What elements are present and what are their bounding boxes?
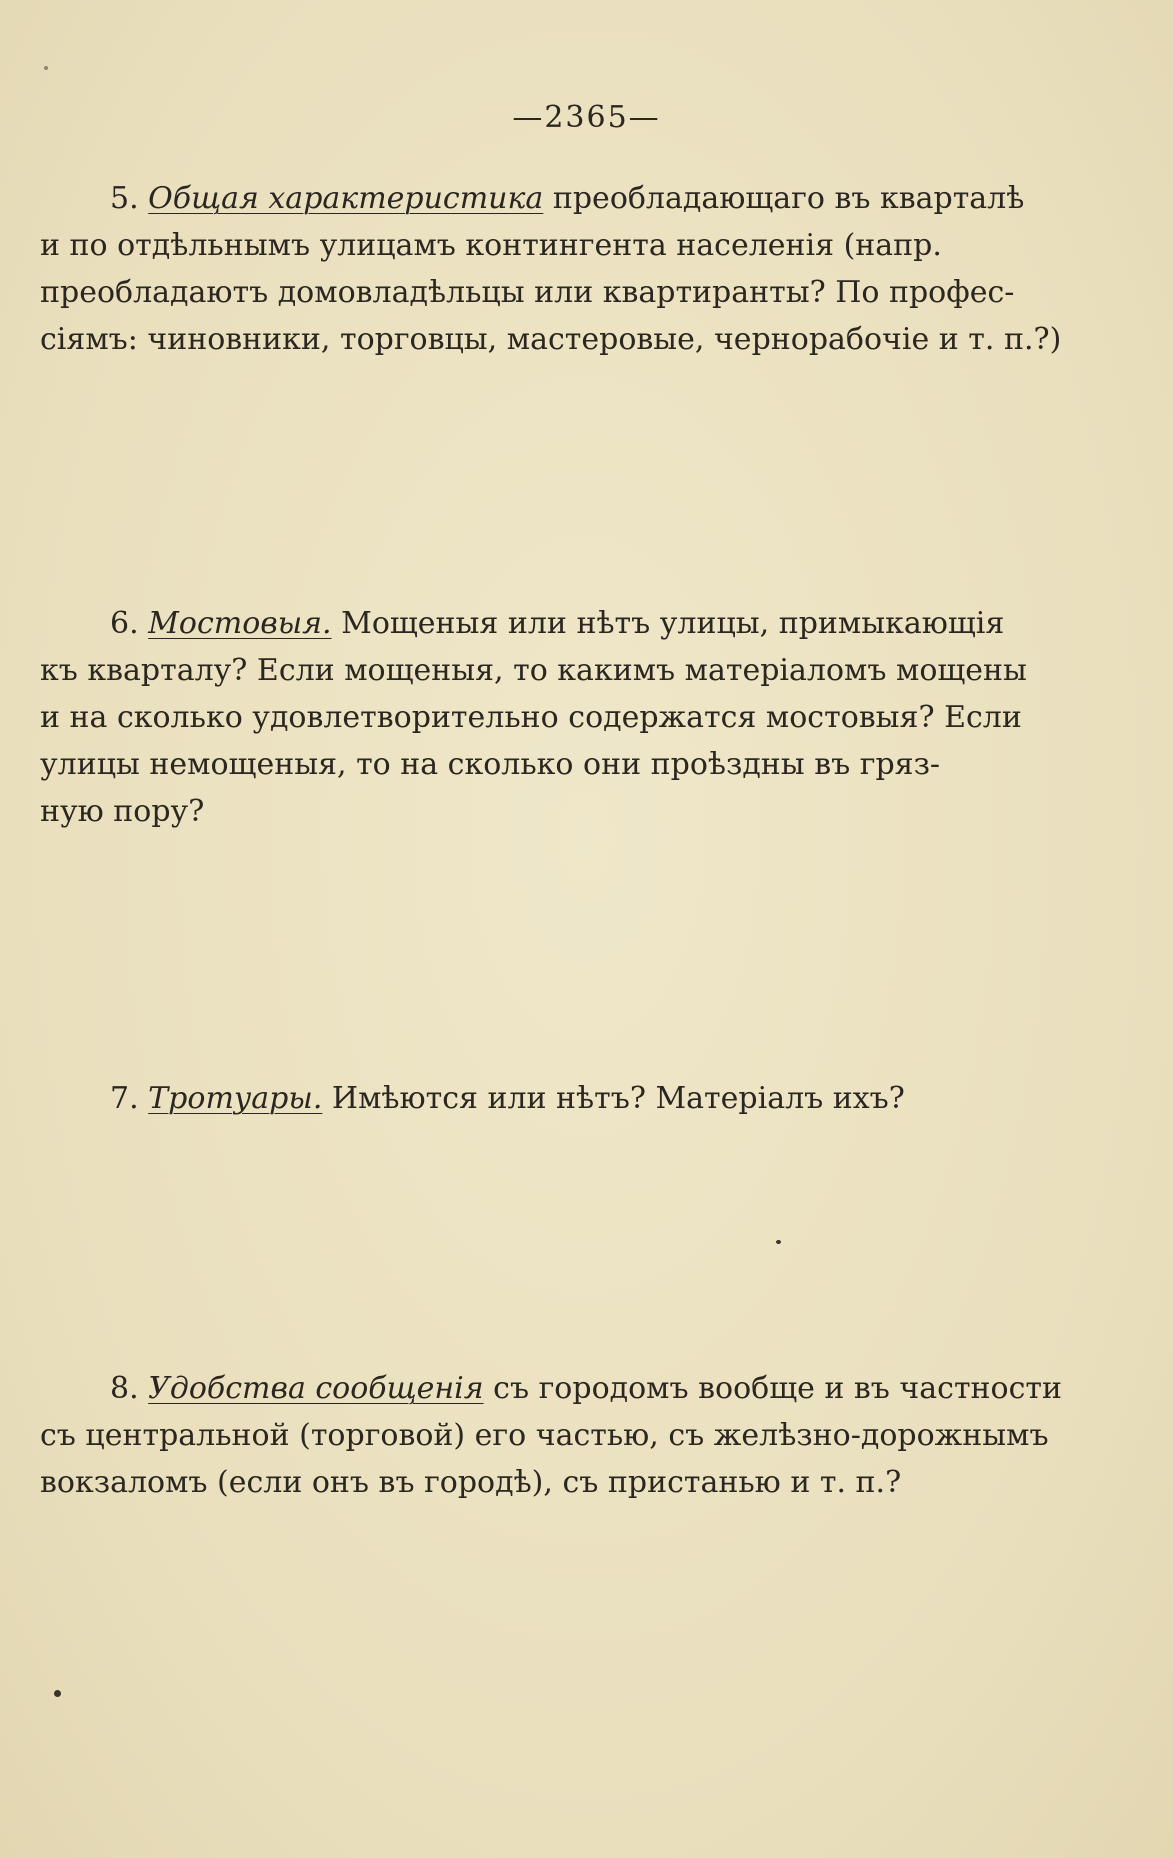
section-7-line: Имѣются или нѣтъ? Матеріалъ ихъ? (331, 1081, 905, 1116)
section-5 (40, 175, 1062, 363)
section-8-line: съ городомъ вообще и въ частности (493, 1371, 1062, 1406)
section-5-line: и по отдѣльнымъ улицамъ контингента населенія (напр. (40, 228, 942, 263)
section-8 (40, 1365, 1062, 1506)
section-8-heading: Удобства сообщенія (148, 1371, 484, 1406)
section-5-line: преобладающаго въ кварталѣ (552, 181, 1025, 216)
section-6-number: 6. (110, 606, 139, 641)
section-8-first-line (40, 1365, 1062, 1412)
section-8-line: вокзаломъ (если онъ въ городѣ), съ пристанью и т. п.? (40, 1465, 902, 1500)
section-6-line: къ кварталу? Если мощеныя, то какимъ матеріаломъ мощены (40, 653, 1027, 688)
section-8-number: 8. (110, 1371, 139, 1406)
section-5-line: сіямъ: чиновники, торговцы, мастеровые, чернорабочіе и т. п.?) (40, 322, 1062, 357)
section-6-line: ную пору? (40, 794, 205, 829)
ink-speck (54, 1690, 61, 1697)
section-5-heading: Общая характеристика (148, 181, 544, 216)
section-5-number: 5. (110, 181, 139, 216)
page-number: —2365— (512, 100, 661, 135)
section-7 (40, 1075, 1040, 1122)
section-5-line: преобладаютъ домовладѣльцы или квартиранты? По профес- (40, 275, 1015, 310)
section-6-heading: Мостовыя. (148, 606, 332, 641)
ink-speck (44, 66, 48, 70)
section-6-line: и на сколько удовлетворительно содержатся мостовыя? Если (40, 700, 1022, 735)
section-6 (40, 600, 1040, 835)
section-7-heading: Тротуары. (148, 1081, 323, 1116)
section-6-first-line (40, 600, 1040, 647)
section-6-line: улицы немощеныя, то на сколько они проѣздны въ гряз- (40, 747, 941, 782)
section-7-number: 7. (110, 1081, 139, 1116)
section-8-line: съ центральной (торговой) его частью, съ желѣзно-дорожнымъ (40, 1418, 1049, 1453)
section-6-line: Мощеныя или нѣтъ улицы, примыкающія (341, 606, 1005, 641)
section-7-first-line (40, 1075, 1040, 1122)
section-5-first-line (40, 175, 1040, 222)
ink-speck (776, 1240, 781, 1244)
